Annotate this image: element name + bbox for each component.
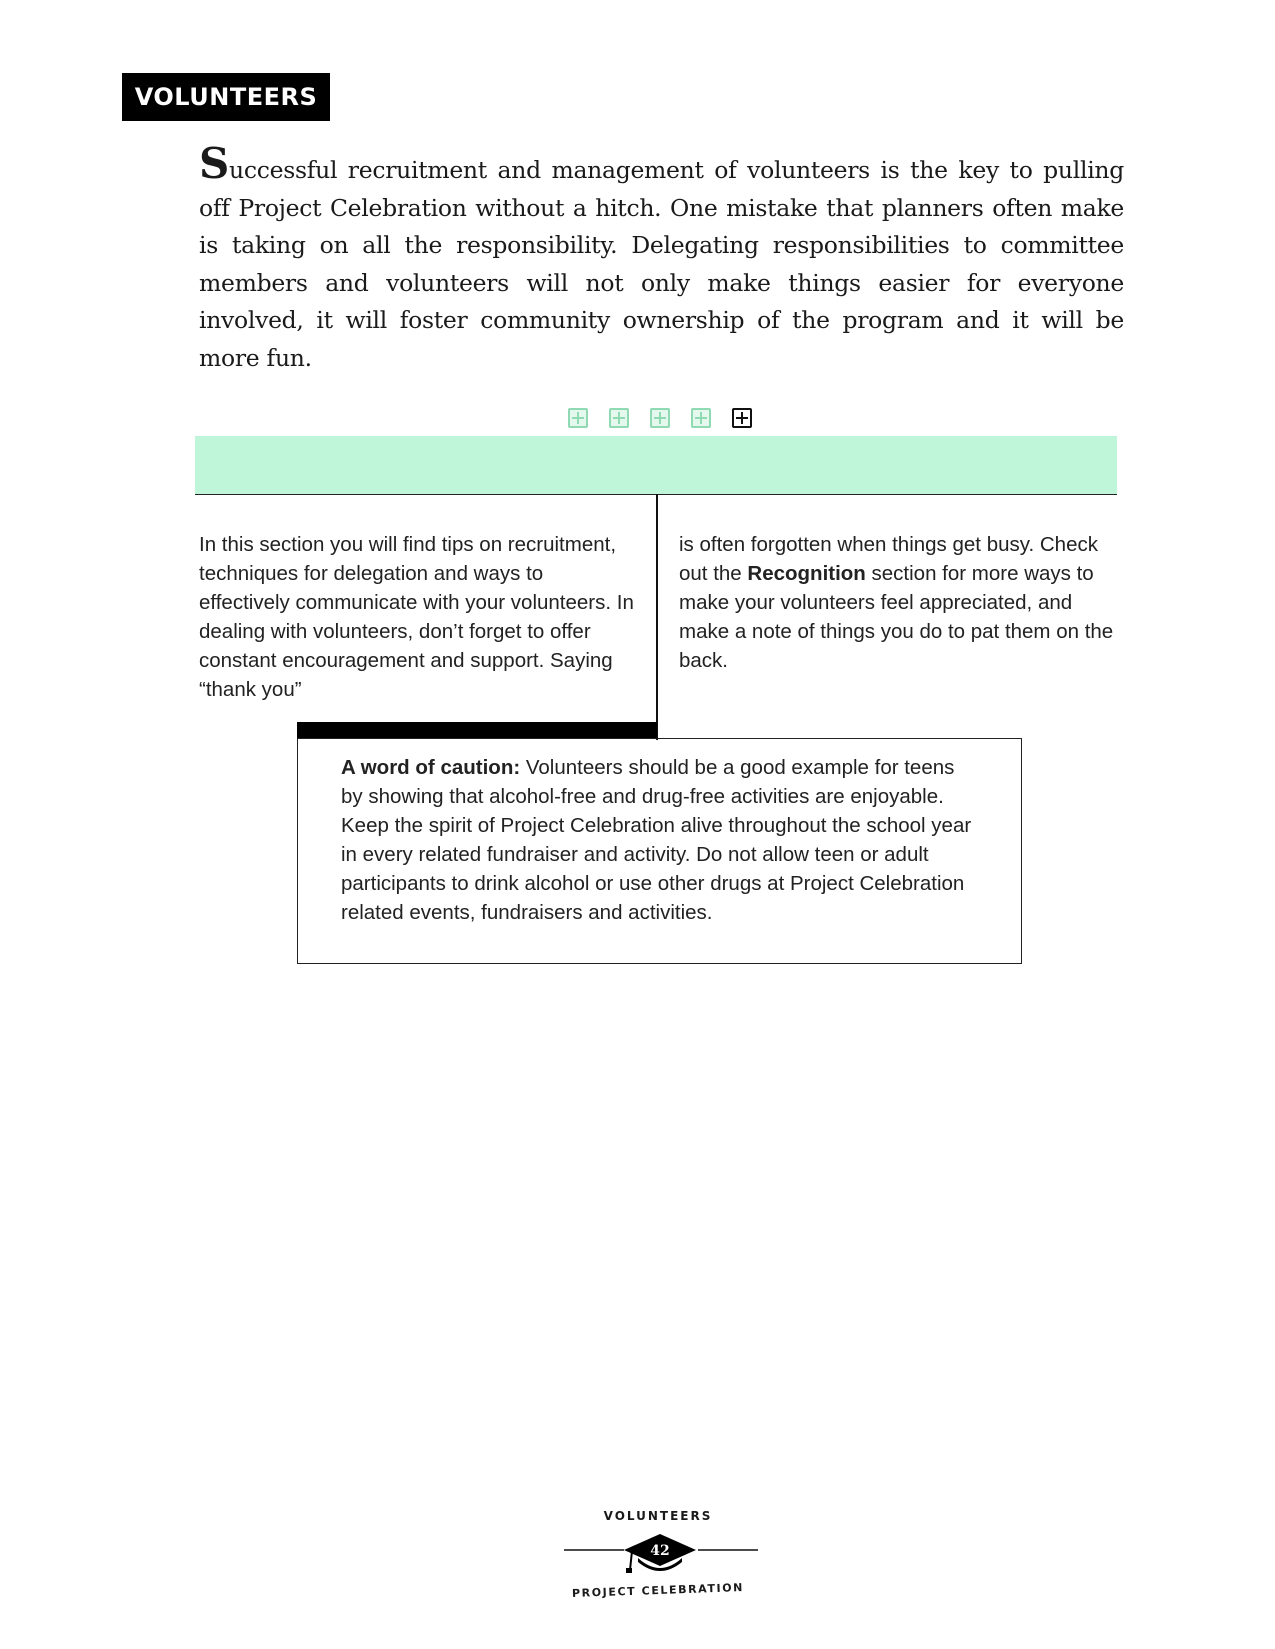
right-column-text — [679, 530, 1119, 675]
intro-text: uccessful recruitment and management of volunteers is the key to pulling off Project Celebration without a hitch. One mistake that planners often make is taking on all the responsibility. Delegating responsibilities to committee members and volunteers will not only make things easier for everyone involved, it will foster community ownership of the program and it will be more fun. — [199, 156, 1124, 372]
black-bar — [297, 722, 657, 738]
grid-ornament-icon — [691, 408, 711, 428]
caution-label: A word of caution: — [341, 756, 521, 779]
footer-program-name: PROJECT CELEBRATION — [571, 1581, 745, 1600]
mint-header-band — [195, 436, 1117, 495]
grid-ornament-icon — [732, 408, 752, 428]
right-column-part: section for more ways to make your volunteers feel appreciated, and make a note of things you do to pat them on the back. — [679, 562, 1114, 672]
grid-ornament-icon — [568, 408, 588, 428]
caution-box — [297, 738, 1022, 964]
right-column-part: is often forgotten when things get busy. Check out the — [679, 533, 1098, 585]
intro-paragraph — [199, 139, 1124, 377]
page-number: 42 — [650, 1543, 670, 1559]
column-divider — [656, 494, 658, 740]
drop-cap: S — [199, 139, 230, 188]
grid-ornament-icon — [650, 408, 670, 428]
caution-body: Volunteers should be a good example for teens by showing that alcohol-free and drug-free activities are enjoyable. Keep the spirit of Project Celebration alive throughout the school year in every related fundraiser and activity. Do not allow teen or adult participants to drink alcohol or use other drugs at Project Celebration related events, fundraisers and activities. — [341, 756, 972, 924]
left-column-text: In this section you will find tips on recruitment, techniques for delegation and ways to effectively communicate with your volunteers. In dealing with volunteers, don’t forget to offer constant encouragement and support. Saying “thank you” — [199, 533, 634, 701]
recognition-reference: Recognition — [747, 562, 866, 585]
footer-section-name: VOLUNTEERS — [603, 1509, 713, 1523]
graduation-cap-icon — [562, 1530, 758, 1580]
section-tab: VOLUNTEERS — [122, 73, 330, 121]
grid-ornament-icon — [609, 408, 629, 428]
caution-text — [341, 753, 981, 927]
